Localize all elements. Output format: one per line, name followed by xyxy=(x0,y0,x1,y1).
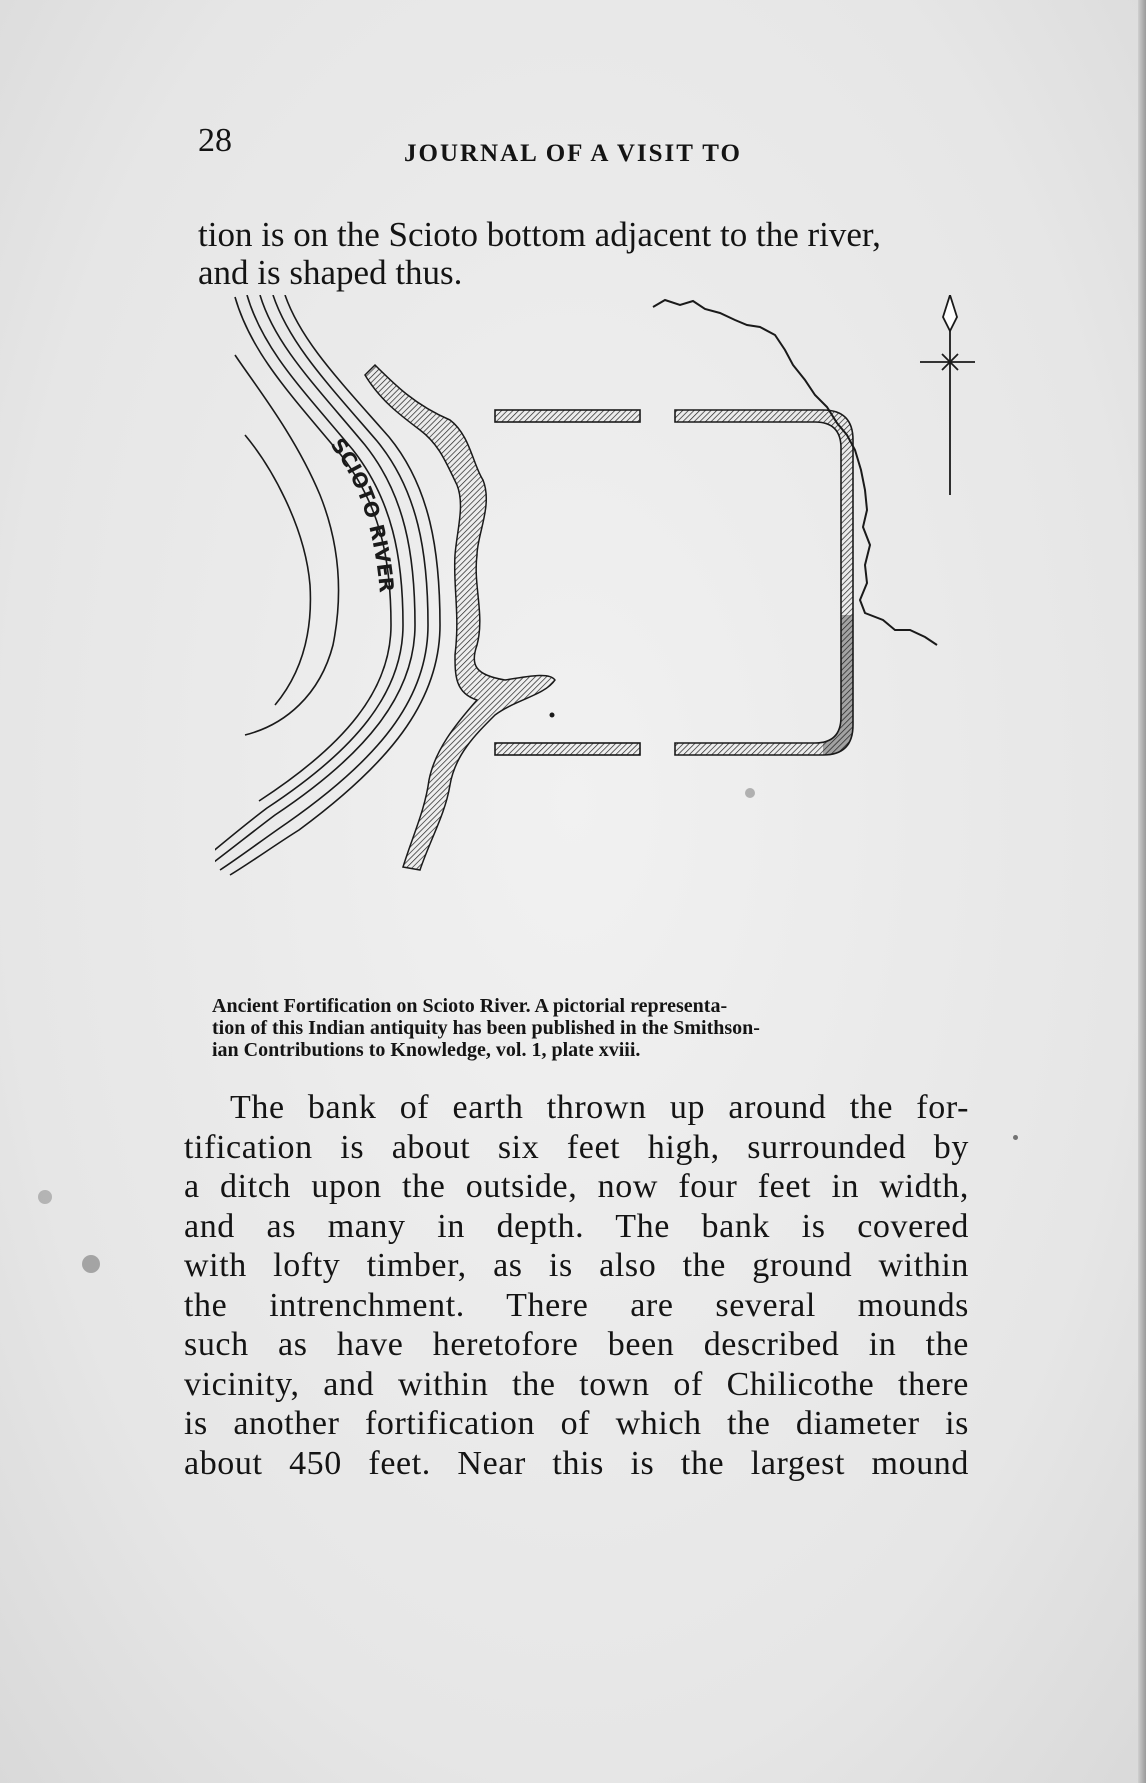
fortification-map-illustration xyxy=(215,295,985,995)
body-line: with lofty timber, as is also the ground within xyxy=(184,1247,969,1284)
body-line: the intrenchment. There are several mounds xyxy=(184,1286,969,1324)
body-line: about 450 feet. Near this is the largest mound xyxy=(184,1444,969,1482)
body-line: tification is about six feet high, surrounded by xyxy=(184,1128,969,1166)
body-line: The bank of earth thrown up around the for- xyxy=(230,1089,969,1126)
page-edge-shadow xyxy=(1138,0,1146,1783)
ink-smudge xyxy=(38,1190,52,1204)
caption-line: ian Contributions to Knowledge, vol. 1, plate xviii. xyxy=(212,1039,641,1061)
ink-smudge xyxy=(745,788,755,798)
terrain-boundary-line xyxy=(653,300,937,645)
running-head: JOURNAL OF A VISIT TO xyxy=(404,140,742,167)
intro-line: and is shaped thus. xyxy=(198,253,463,292)
body-line: a ditch upon the outside, now four feet in width, xyxy=(184,1168,969,1205)
fortification-walls xyxy=(495,410,853,755)
ink-smudge xyxy=(82,1255,100,1273)
figure-caption xyxy=(212,995,984,1061)
body-line: vicinity, and within the town of Chilicothe there xyxy=(184,1365,969,1403)
scioto-river-drawing xyxy=(215,295,440,875)
intro-line: tion is on the Scioto bottom adjacent to the river, xyxy=(198,215,881,254)
caption-line: Ancient Fortification on Scioto River. A pictorial representa- xyxy=(212,995,728,1017)
body-line: is another fortification of which the diameter is xyxy=(184,1405,969,1442)
page-number: 28 xyxy=(198,122,232,159)
ravine-drawing xyxy=(365,365,555,870)
river-label: SCIOTO RIVER xyxy=(326,433,399,594)
north-arrow-icon xyxy=(920,295,975,495)
ink-smudge xyxy=(1013,1135,1018,1140)
body-line: and as many in depth. The bank is covered xyxy=(184,1207,969,1245)
map-mark xyxy=(550,713,555,718)
caption-line: tion of this Indian antiquity has been published in the Smithson- xyxy=(212,1017,760,1039)
intro-paragraph xyxy=(198,216,984,292)
body-paragraph xyxy=(184,1088,969,1483)
body-line: such as have heretofore been described in the xyxy=(184,1326,969,1363)
